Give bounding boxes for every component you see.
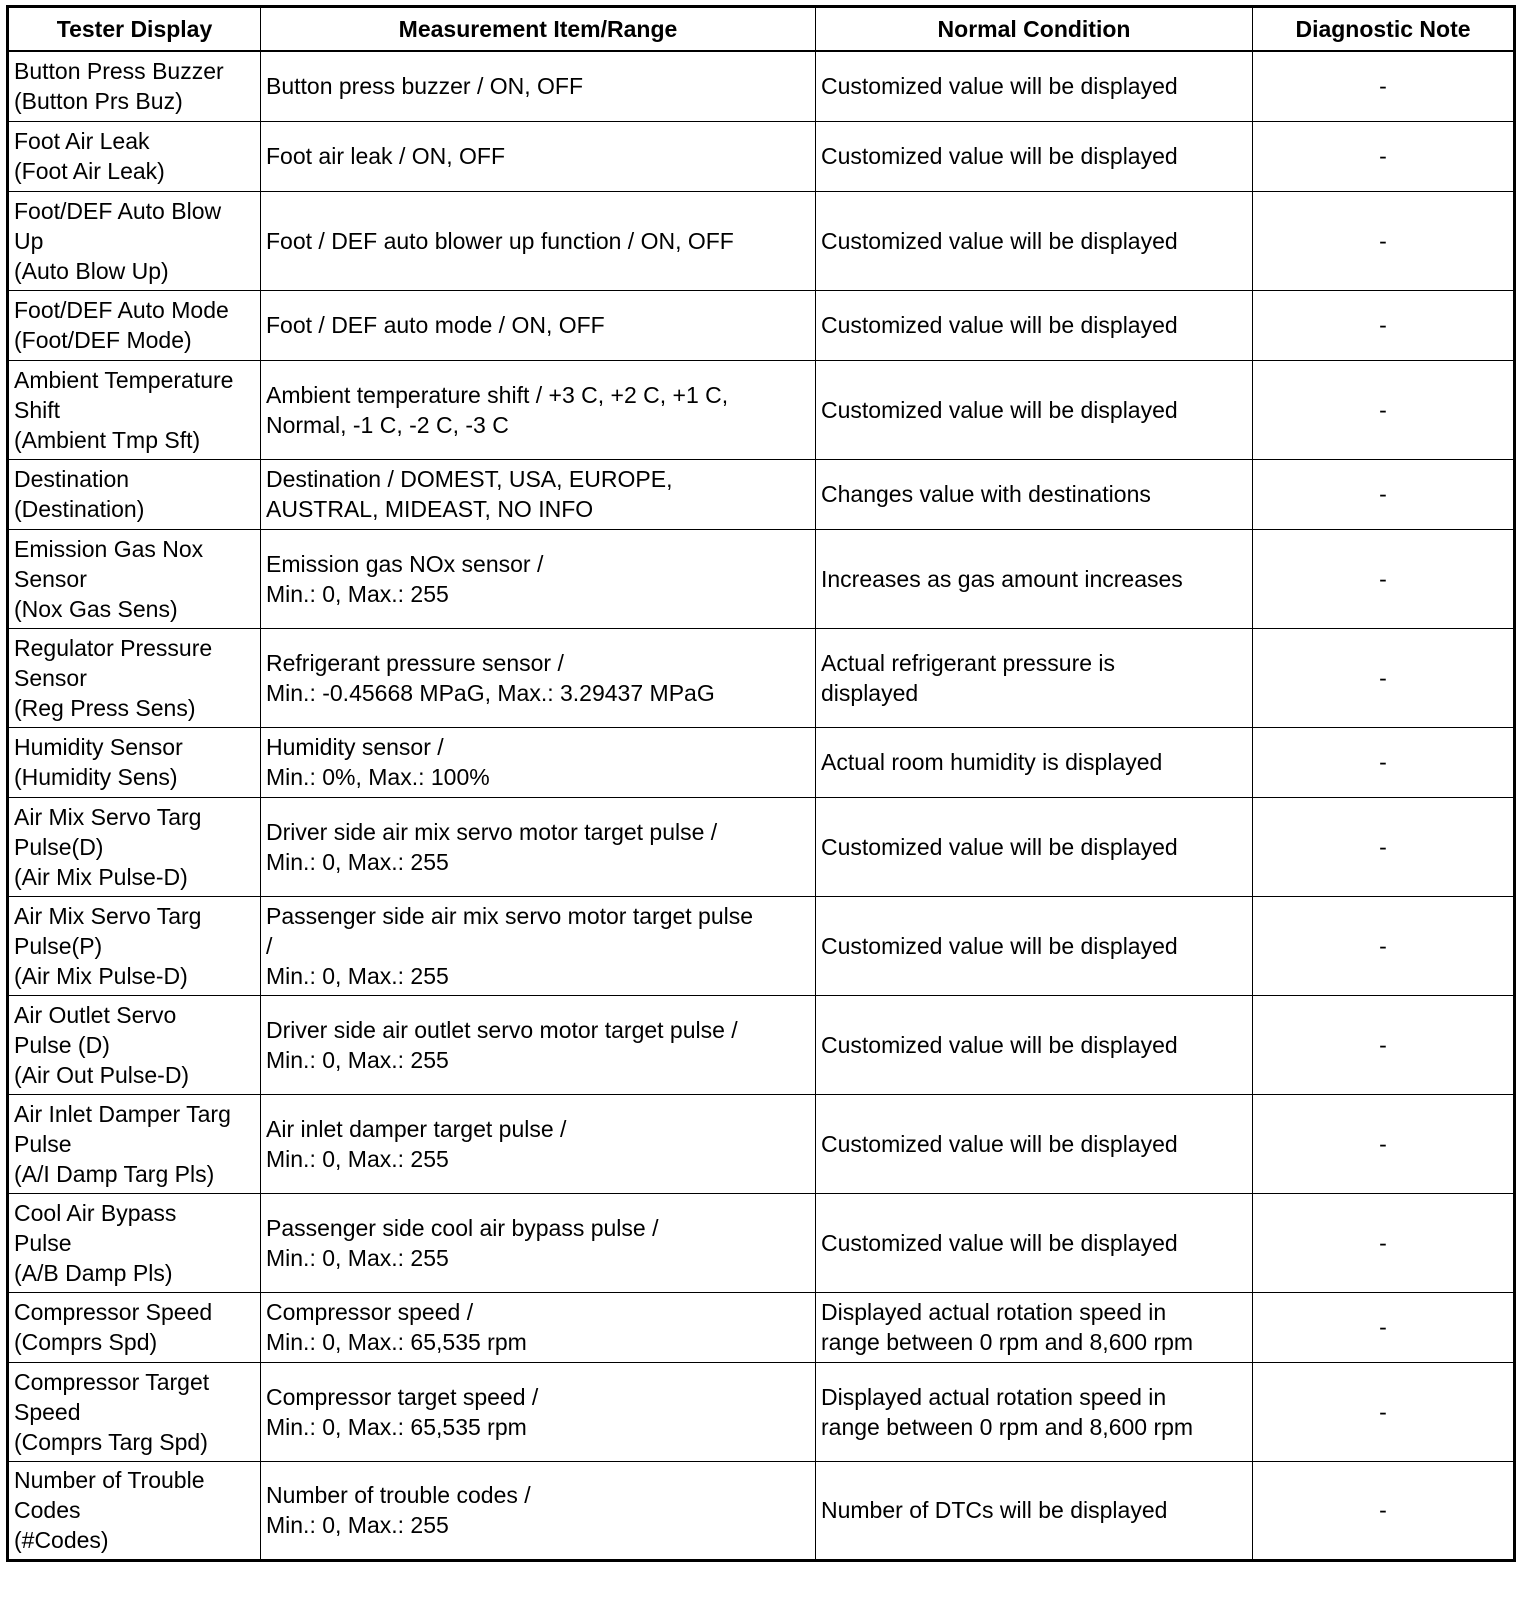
table-row xyxy=(8,51,1515,121)
table-row xyxy=(8,290,1515,360)
table-row xyxy=(8,360,1515,459)
normal-condition-cell: Displayed actual rotation speed in range between 0 rpm and 8,600 rpm xyxy=(816,1362,1253,1461)
diagnostic-note-cell: - xyxy=(1253,121,1515,191)
tester-display-cell: Emission Gas Nox Sensor (Nox Gas Sens) xyxy=(8,529,261,628)
table-row xyxy=(8,121,1515,191)
tester-display-cell: Air Mix Servo Targ Pulse(P) (Air Mix Pulse-D) xyxy=(8,896,261,995)
normal-condition-cell: Customized value will be displayed xyxy=(816,995,1253,1094)
normal-condition-cell: Customized value will be displayed xyxy=(816,797,1253,896)
measurement-range-cell: Air inlet damper target pulse / Min.: 0, Max.: 255 xyxy=(261,1094,816,1193)
normal-condition-cell: Customized value will be displayed xyxy=(816,191,1253,290)
measurement-range-cell: Compressor speed / Min.: 0, Max.: 65,535 rpm xyxy=(261,1292,816,1362)
table-body xyxy=(8,51,1515,1560)
measurement-range-cell: Destination / DOMEST, USA, EUROPE, AUSTRAL, MIDEAST, NO INFO xyxy=(261,459,816,529)
table-row xyxy=(8,1193,1515,1292)
measurement-range-cell: Number of trouble codes / Min.: 0, Max.: 255 xyxy=(261,1461,816,1560)
diagnostic-note-cell: - xyxy=(1253,797,1515,896)
table-row xyxy=(8,191,1515,290)
measurement-range-cell: Passenger side air mix servo motor target pulse / Min.: 0, Max.: 255 xyxy=(261,896,816,995)
tester-display-cell: Compressor Speed (Comprs Spd) xyxy=(8,1292,261,1362)
diagnostic-note-cell: - xyxy=(1253,290,1515,360)
measurement-range-cell: Humidity sensor / Min.: 0%, Max.: 100% xyxy=(261,727,816,797)
normal-condition-cell: Customized value will be displayed xyxy=(816,896,1253,995)
data-list-table xyxy=(6,5,1516,1562)
diagnostic-note-cell: - xyxy=(1253,1094,1515,1193)
normal-condition-cell: Customized value will be displayed xyxy=(816,121,1253,191)
diagnostic-note-cell: - xyxy=(1253,459,1515,529)
diagnostic-note-cell: - xyxy=(1253,995,1515,1094)
table-header-row xyxy=(8,7,1515,52)
measurement-range-cell: Button press buzzer / ON, OFF xyxy=(261,51,816,121)
diagnostic-note-cell: - xyxy=(1253,1193,1515,1292)
table-row xyxy=(8,459,1515,529)
normal-condition-cell: Customized value will be displayed xyxy=(816,290,1253,360)
table-row xyxy=(8,727,1515,797)
tester-display-cell: Destination (Destination) xyxy=(8,459,261,529)
tester-display-cell: Foot/DEF Auto Mode (Foot/DEF Mode) xyxy=(8,290,261,360)
normal-condition-cell: Number of DTCs will be displayed xyxy=(816,1461,1253,1560)
measurement-range-cell: Foot / DEF auto mode / ON, OFF xyxy=(261,290,816,360)
diagnostic-note-cell: - xyxy=(1253,1362,1515,1461)
data-list-table-container xyxy=(6,5,1516,1562)
measurement-range-cell: Emission gas NOx sensor / Min.: 0, Max.: 255 xyxy=(261,529,816,628)
tester-display-cell: Ambient Temperature Shift (Ambient Tmp Sft) xyxy=(8,360,261,459)
measurement-range-cell: Refrigerant pressure sensor / Min.: -0.45668 MPaG, Max.: 3.29437 MPaG xyxy=(261,628,816,727)
measurement-range-cell: Driver side air outlet servo motor target pulse / Min.: 0, Max.: 255 xyxy=(261,995,816,1094)
header-measurement-item: Measurement Item/Range xyxy=(261,7,816,52)
header-tester-display: Tester Display xyxy=(8,7,261,52)
tester-display-cell: Foot Air Leak (Foot Air Leak) xyxy=(8,121,261,191)
diagnostic-note-cell: - xyxy=(1253,191,1515,290)
table-row xyxy=(8,995,1515,1094)
tester-display-cell: Cool Air Bypass Pulse (A/B Damp Pls) xyxy=(8,1193,261,1292)
diagnostic-note-cell: - xyxy=(1253,727,1515,797)
normal-condition-cell: Increases as gas amount increases xyxy=(816,529,1253,628)
table-row xyxy=(8,1094,1515,1193)
diagnostic-note-cell: - xyxy=(1253,529,1515,628)
measurement-range-cell: Passenger side cool air bypass pulse / Min.: 0, Max.: 255 xyxy=(261,1193,816,1292)
normal-condition-cell: Customized value will be displayed xyxy=(816,1094,1253,1193)
measurement-range-cell: Foot air leak / ON, OFF xyxy=(261,121,816,191)
diagnostic-note-cell: - xyxy=(1253,1461,1515,1560)
tester-display-cell: Regulator Pressure Sensor (Reg Press Sens) xyxy=(8,628,261,727)
tester-display-cell: Air Outlet Servo Pulse (D) (Air Out Pulse-D) xyxy=(8,995,261,1094)
table-row xyxy=(8,1292,1515,1362)
header-diagnostic-note: Diagnostic Note xyxy=(1253,7,1515,52)
table-row xyxy=(8,529,1515,628)
tester-display-cell: Humidity Sensor (Humidity Sens) xyxy=(8,727,261,797)
tester-display-cell: Air Mix Servo Targ Pulse(D) (Air Mix Pulse-D) xyxy=(8,797,261,896)
measurement-range-cell: Foot / DEF auto blower up function / ON, OFF xyxy=(261,191,816,290)
normal-condition-cell: Actual refrigerant pressure is displayed xyxy=(816,628,1253,727)
diagnostic-note-cell: - xyxy=(1253,1292,1515,1362)
measurement-range-cell: Compressor target speed / Min.: 0, Max.: 65,535 rpm xyxy=(261,1362,816,1461)
measurement-range-cell: Driver side air mix servo motor target pulse / Min.: 0, Max.: 255 xyxy=(261,797,816,896)
normal-condition-cell: Actual room humidity is displayed xyxy=(816,727,1253,797)
diagnostic-note-cell: - xyxy=(1253,628,1515,727)
normal-condition-cell: Customized value will be displayed xyxy=(816,51,1253,121)
normal-condition-cell: Customized value will be displayed xyxy=(816,1193,1253,1292)
measurement-range-cell: Ambient temperature shift / +3 C, +2 C, +1 C, Normal, -1 C, -2 C, -3 C xyxy=(261,360,816,459)
header-normal-condition: Normal Condition xyxy=(816,7,1253,52)
diagnostic-note-cell: - xyxy=(1253,896,1515,995)
tester-display-cell: Foot/DEF Auto Blow Up (Auto Blow Up) xyxy=(8,191,261,290)
tester-display-cell: Button Press Buzzer (Button Prs Buz) xyxy=(8,51,261,121)
table-row xyxy=(8,1461,1515,1560)
table-row xyxy=(8,1362,1515,1461)
table-row xyxy=(8,896,1515,995)
normal-condition-cell: Changes value with destinations xyxy=(816,459,1253,529)
diagnostic-note-cell: - xyxy=(1253,360,1515,459)
diagnostic-note-cell: - xyxy=(1253,51,1515,121)
tester-display-cell: Compressor Target Speed (Comprs Targ Spd) xyxy=(8,1362,261,1461)
normal-condition-cell: Displayed actual rotation speed in range between 0 rpm and 8,600 rpm xyxy=(816,1292,1253,1362)
table-row xyxy=(8,797,1515,896)
normal-condition-cell: Customized value will be displayed xyxy=(816,360,1253,459)
tester-display-cell: Air Inlet Damper Targ Pulse (A/I Damp Targ Pls) xyxy=(8,1094,261,1193)
tester-display-cell: Number of Trouble Codes (#Codes) xyxy=(8,1461,261,1560)
table-row xyxy=(8,628,1515,727)
